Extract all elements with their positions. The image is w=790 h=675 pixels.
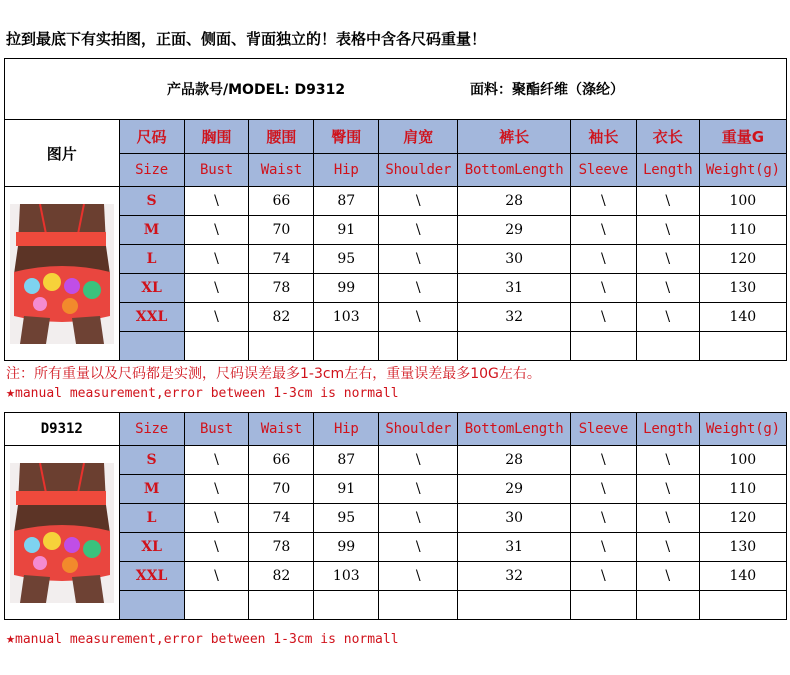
table-cell: 87 (314, 187, 379, 216)
size-cell: M (119, 216, 184, 245)
table-cell: 82 (249, 303, 314, 332)
table-cell: 29 (458, 475, 571, 504)
size-cell: L (119, 245, 184, 274)
table-cell: 87 (314, 446, 379, 475)
table-cell: \ (636, 245, 699, 274)
size-cell: L (119, 504, 184, 533)
table-cell: \ (379, 475, 458, 504)
table-cell: 140 (699, 562, 786, 591)
table-cell: 31 (458, 533, 571, 562)
table-cell (570, 591, 636, 620)
header-en-waist: Waist (249, 154, 314, 187)
table-cell: 130 (699, 274, 786, 303)
table-cell: 66 (249, 446, 314, 475)
header2-en-shoulder: Shoulder (379, 413, 458, 446)
table-cell: 103 (314, 562, 379, 591)
header-en-sleeve: Sleeve (570, 154, 636, 187)
size-cell: S (119, 187, 184, 216)
header-cn-bottom-length: 裤长 (458, 120, 571, 154)
size-cell: XL (119, 274, 184, 303)
size-cell: XL (119, 533, 184, 562)
size-cell: S (119, 446, 184, 475)
table-cell: \ (570, 533, 636, 562)
table-cell (184, 332, 249, 361)
header-cn-hip: 臀围 (314, 120, 379, 154)
table-row (5, 303, 787, 332)
table-cell: \ (379, 187, 458, 216)
header-cn-sleeve: 袖长 (570, 120, 636, 154)
product-photo-cell (5, 187, 120, 361)
table-cell: \ (379, 274, 458, 303)
table-cell: \ (184, 475, 249, 504)
header-cn-bust: 胸围 (184, 120, 249, 154)
table-cell: 99 (314, 274, 379, 303)
table-cell (379, 591, 458, 620)
table-cell: \ (379, 245, 458, 274)
table-cell: 91 (314, 216, 379, 245)
table-cell: 30 (458, 504, 571, 533)
table-cell: \ (184, 303, 249, 332)
table-cell: \ (184, 446, 249, 475)
table-cell (699, 591, 786, 620)
header-en-weight: Weight(g) (699, 154, 786, 187)
note-en (6, 383, 399, 401)
product-photo (10, 204, 114, 344)
table-row (5, 562, 787, 591)
table-cell: \ (379, 562, 458, 591)
product-photo (10, 463, 114, 603)
header2-en-bust: Bust (184, 413, 249, 446)
table-cell: 91 (314, 475, 379, 504)
size-cell (119, 591, 184, 620)
table-cell: 100 (699, 187, 786, 216)
fabric-label: 面料：聚酯纤维（涤纶） (470, 82, 624, 98)
table-cell: \ (379, 533, 458, 562)
table-cell: \ (636, 216, 699, 245)
table-row (5, 533, 787, 562)
table-cell: 30 (458, 245, 571, 274)
table-cell (636, 332, 699, 361)
table-cell: 99 (314, 533, 379, 562)
table-cell (249, 332, 314, 361)
table-row (5, 446, 787, 475)
table-cell (636, 591, 699, 620)
table-cell: \ (184, 274, 249, 303)
note-en-2-text: manual measurement,error between 1-3cm is normall (15, 632, 399, 647)
table-cell: \ (636, 504, 699, 533)
header2-en-hip: Hip (314, 413, 379, 446)
table-cell (314, 332, 379, 361)
table-cell: \ (379, 504, 458, 533)
table-cell: 29 (458, 216, 571, 245)
table-row (5, 504, 787, 533)
header2-en-length: Length (636, 413, 699, 446)
table-cell: \ (636, 303, 699, 332)
table-cell: 100 (699, 446, 786, 475)
table-cell: 78 (249, 533, 314, 562)
table-row (5, 245, 787, 274)
table-row (5, 591, 787, 620)
header-cn-shoulder: 肩宽 (379, 120, 458, 154)
table-cell: 70 (249, 216, 314, 245)
header2-en-bottom-length: BottomLength (458, 413, 571, 446)
table-cell: \ (184, 533, 249, 562)
table-cell: 130 (699, 533, 786, 562)
header2-en-sleeve: Sleeve (570, 413, 636, 446)
table-cell: 28 (458, 187, 571, 216)
table-cell: 140 (699, 303, 786, 332)
size-cell: M (119, 475, 184, 504)
table-cell: 110 (699, 216, 786, 245)
table-cell: 70 (249, 475, 314, 504)
table-cell: \ (570, 216, 636, 245)
table-cell: 103 (314, 303, 379, 332)
table-cell: 120 (699, 245, 786, 274)
table-cell: 82 (249, 562, 314, 591)
header-cn-waist: 腰围 (249, 120, 314, 154)
table-cell: \ (570, 303, 636, 332)
top-note: 拉到最底下有实拍图，正面、侧面、背面独立的！表格中含各尺码重量！ (6, 30, 487, 48)
table-cell (379, 332, 458, 361)
star-icon: ★ (6, 629, 16, 647)
table-cell: 28 (458, 446, 571, 475)
table-cell: \ (636, 562, 699, 591)
table-cell: 78 (249, 274, 314, 303)
size-cell: XXL (119, 562, 184, 591)
table-cell: 32 (458, 303, 571, 332)
table-cell: 74 (249, 504, 314, 533)
header-en-hip: Hip (314, 154, 379, 187)
header-en-size: Size (119, 154, 184, 187)
note-en-text: manual measurement,error between 1-3cm is normall (15, 386, 399, 401)
table-cell: \ (636, 187, 699, 216)
table-cell (249, 591, 314, 620)
table-row (5, 187, 787, 216)
table-cell: \ (379, 303, 458, 332)
note-en-2 (6, 629, 399, 647)
header-cn-length: 衣长 (636, 120, 699, 154)
table-cell: \ (184, 245, 249, 274)
table-row (5, 475, 787, 504)
model-header (5, 59, 787, 120)
table-row (5, 216, 787, 245)
table-cell: \ (379, 446, 458, 475)
table-cell (699, 332, 786, 361)
star-icon: ★ (6, 383, 16, 401)
table-cell: 110 (699, 475, 786, 504)
table-cell: \ (636, 533, 699, 562)
table-cell: 31 (458, 274, 571, 303)
table-cell: \ (636, 475, 699, 504)
table-cell (570, 332, 636, 361)
size-cell (119, 332, 184, 361)
table-cell: 95 (314, 245, 379, 274)
header2-en-size: Size (119, 413, 184, 446)
model-label: 产品款号/MODEL: D9312 (167, 82, 346, 98)
table-cell: 74 (249, 245, 314, 274)
header-en-length: Length (636, 154, 699, 187)
header2-en-weight: Weight(g) (699, 413, 786, 446)
table-cell (458, 332, 571, 361)
table-cell: \ (184, 562, 249, 591)
table-cell: \ (636, 446, 699, 475)
header-cn-weight: 重量G (699, 120, 786, 154)
table-cell: \ (570, 475, 636, 504)
table-cell: \ (379, 216, 458, 245)
size-cell: XXL (119, 303, 184, 332)
table-cell (458, 591, 571, 620)
table-cell: 120 (699, 504, 786, 533)
header-cn-size: 尺码 (119, 120, 184, 154)
table-cell: \ (570, 446, 636, 475)
table-cell: 95 (314, 504, 379, 533)
size-table-2 (4, 412, 787, 620)
table-cell: \ (570, 562, 636, 591)
table-cell (184, 591, 249, 620)
product-photo-cell (5, 446, 120, 620)
header2-en-waist: Waist (249, 413, 314, 446)
table-cell: \ (184, 504, 249, 533)
header-en-shoulder: Shoulder (379, 154, 458, 187)
picture-label: 图片 (5, 120, 120, 187)
table-cell: \ (184, 187, 249, 216)
table-cell: 32 (458, 562, 571, 591)
table-cell: \ (570, 504, 636, 533)
note-cn: 注：所有重量以及尺码都是实测，尺码误差最多1-3cm左右，重量误差最多10G左右。 (6, 366, 541, 382)
model-label-2: D9312 (5, 413, 120, 446)
table-cell: \ (570, 187, 636, 216)
header-en-bottom-length: BottomLength (458, 154, 571, 187)
table-row (5, 274, 787, 303)
table-cell: \ (636, 274, 699, 303)
table-cell: 66 (249, 187, 314, 216)
table-cell: \ (184, 216, 249, 245)
table-cell (314, 591, 379, 620)
header-en-bust: Bust (184, 154, 249, 187)
table-cell: \ (570, 245, 636, 274)
table-cell: \ (570, 274, 636, 303)
table-row (5, 332, 787, 361)
size-table-1 (4, 58, 787, 361)
